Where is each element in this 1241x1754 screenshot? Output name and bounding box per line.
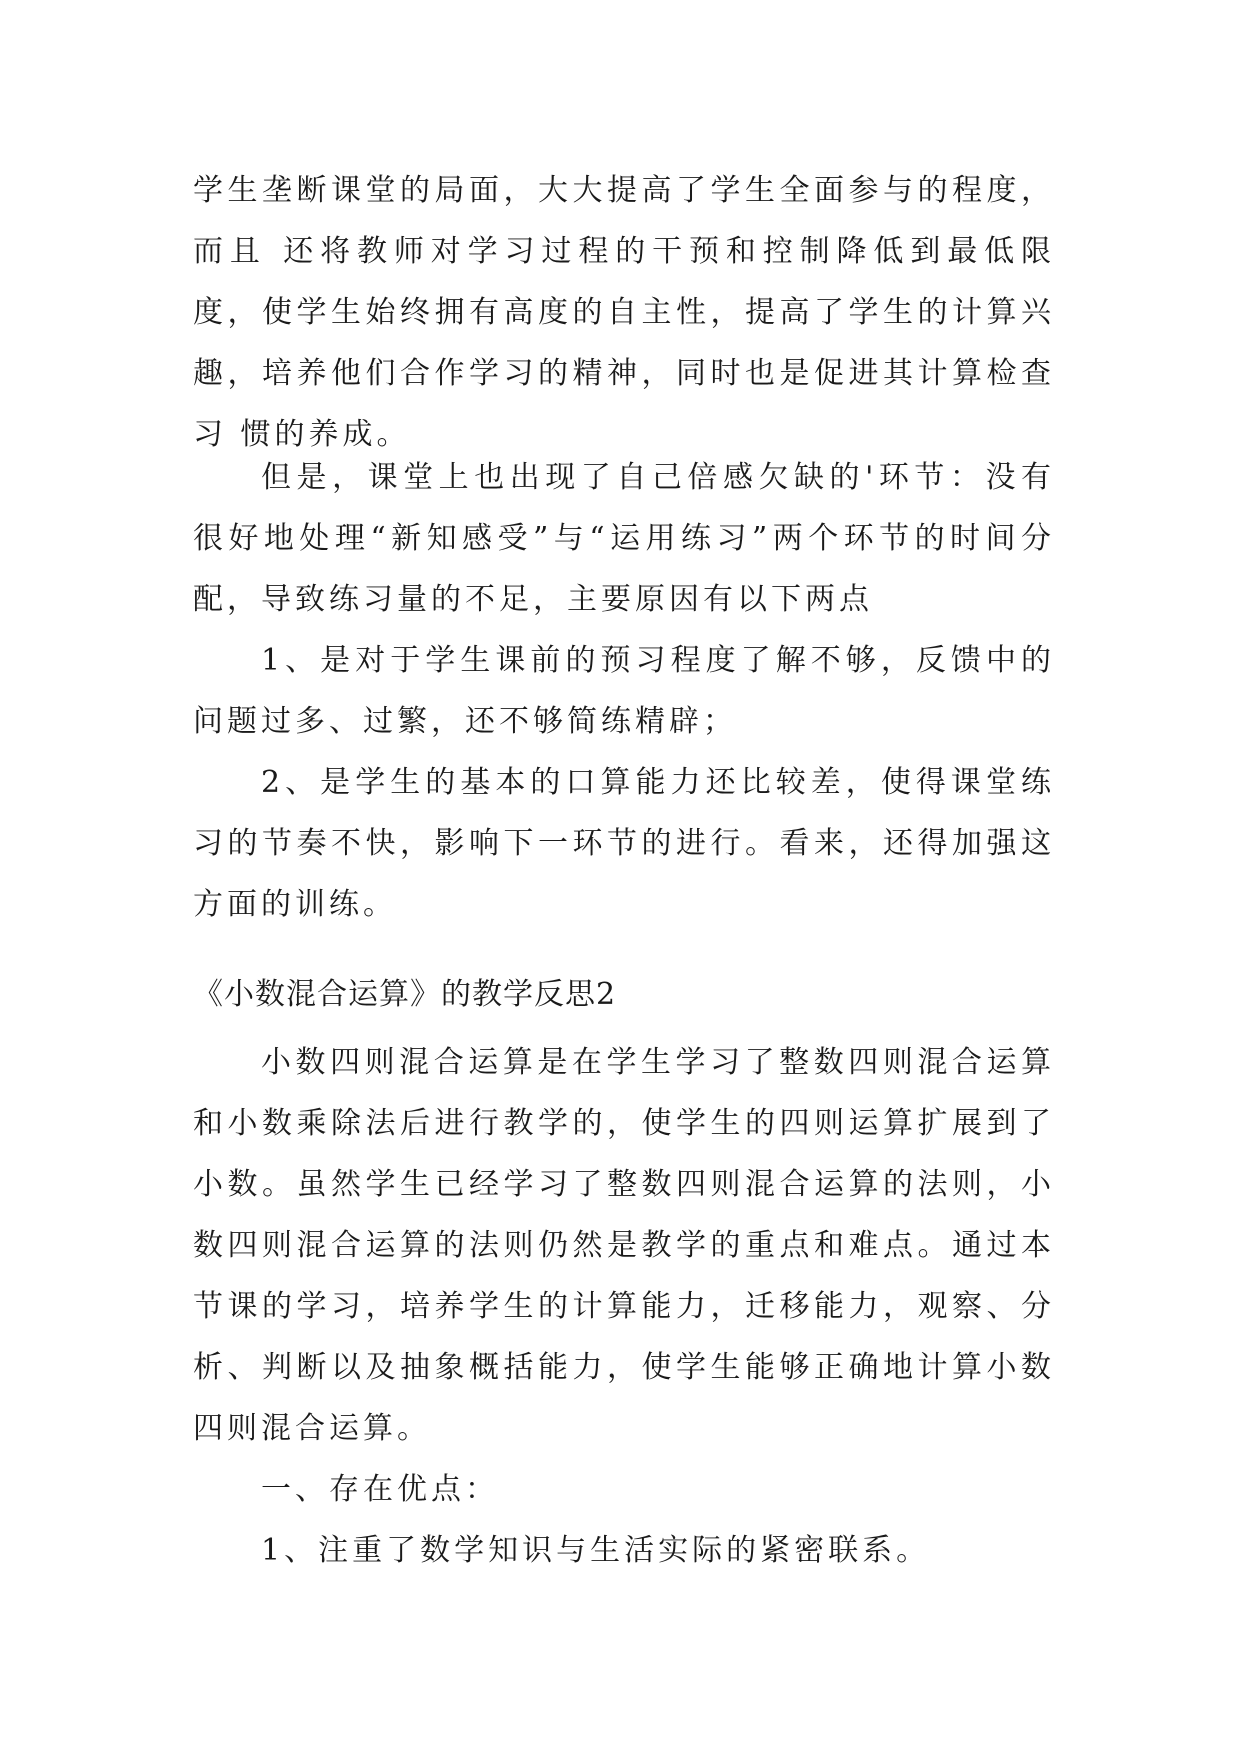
heading-advantages: 一、存在优点： xyxy=(261,1472,499,1507)
section1-body-part1 xyxy=(193,160,1055,465)
section1-body-part2 xyxy=(193,447,1055,935)
section-title: 《小数混合运算》的教学反思2 xyxy=(193,977,617,1012)
section2-body xyxy=(193,1032,1055,1581)
paragraph-continued: 学生垄断课堂的局面，大大提高了学生全面参与的程度，而且 还将教师对学习过程的干预和控制降低到最低限度，使学生始终拥有高度的自主性，提高了学生的计算兴趣，培养他们合作学习的精神，同时也是促进其计算检查习 惯的养成。 xyxy=(193,173,1055,452)
paragraph-advantage-1: 1、注重了数学知识与生活实际的紧密联系。 xyxy=(261,1533,931,1568)
paragraph-intro: 小数四则混合运算是在学生学习了整数四则混合运算和小数乘除法后进行教学的，使学生的四则运算扩展到了小数。虽然学生已经学习了整数四则混合运算的法则，小数四则混合运算的法则仍然是教学的重点和难点。通过本节课的学习，培养学生的计算能力，迁移能力，观察、分析、判断以及抽象概括能力，使学生能够正确地计算小数四则混合运算。 xyxy=(193,1045,1055,1446)
paragraph-reason-1: 1、是对于学生课前的预习程度了解不够，反馈中的问题过多、过繁，还不够简练精辟； xyxy=(193,643,1055,739)
paragraph-shortcoming: 但是，课堂上也出现了自己倍感欠缺的'环节：没有很好地处理“新知感受”与“运用练习”两个环节的时间分配，导致练习量的不足，主要原因有以下两点 xyxy=(193,460,1055,617)
paragraph-reason-2: 2、是学生的基本的口算能力还比较差，使得课堂练习的节奏不快，影响下一环节的进行。看来，还得加强这方面的训练。 xyxy=(193,765,1055,922)
